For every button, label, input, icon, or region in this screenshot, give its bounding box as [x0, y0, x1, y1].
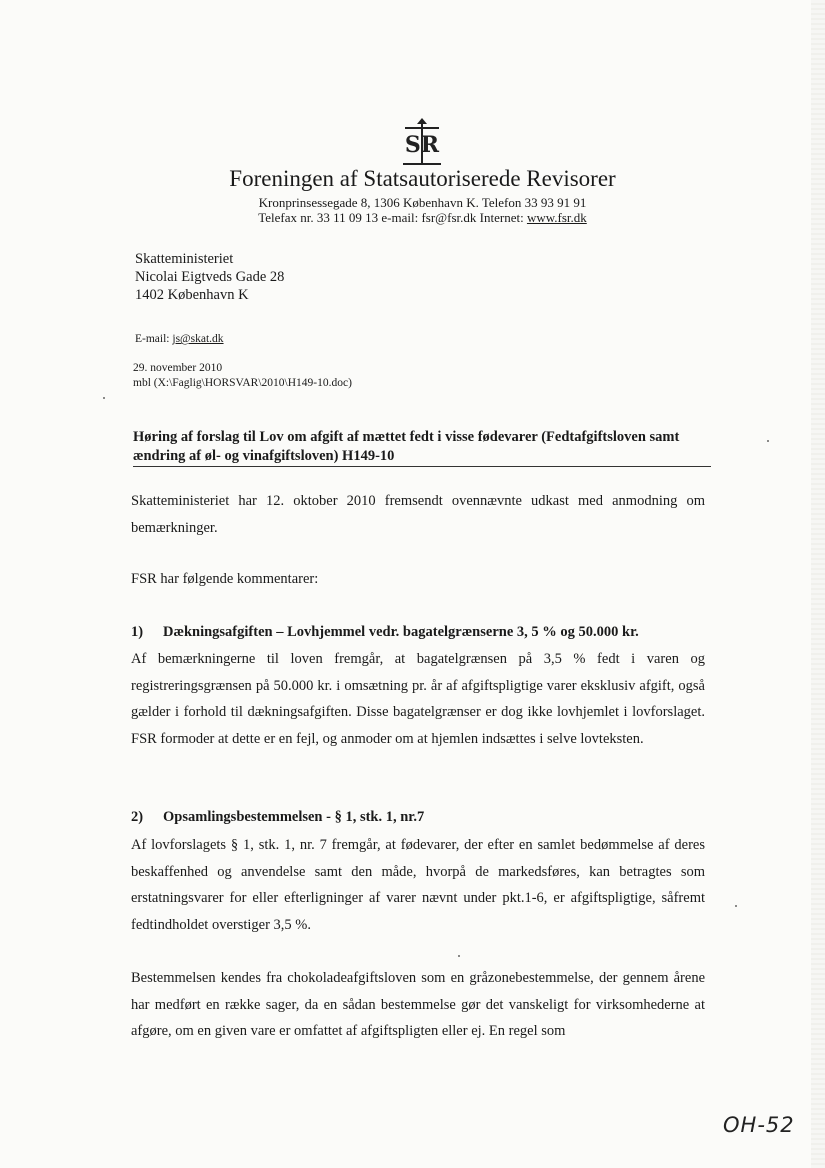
comments-intro: FSR har følgende kommentarer: — [131, 571, 319, 587]
recipient-email — [135, 333, 224, 345]
recipient-address — [135, 250, 284, 304]
section-1-heading — [131, 624, 639, 641]
section-title: Dækningsafgiften – Lovhjemmel vedr. bagatelgrænserne 3, 5 % og 50.000 kr. — [163, 624, 639, 640]
svg-text:SR: SR — [404, 132, 440, 158]
scan-speck — [458, 955, 460, 957]
section-1-text: Af bemærkningerne til loven fremgår, at bagatelgrænsen på 3,5 % fedt i varen og registreringsgrænsen på 50.000 kr. i omsætning pr. år af afgiftspligtige varer eksklusiv afgift, også gælder i forhold til dækningsafgiften. Disse bagatelgrænser er dog ikke lovhjemlet i lovforslaget. FSR formoder at dette er en fejl, og anmoder om at hjemlen indsættes i selve lovteksten. — [131, 651, 705, 747]
intro-paragraph: Skatteministeriet har 12. oktober 2010 fremsendt ovennævnte udkast med anmodning om bemærkninger. — [131, 493, 705, 536]
organization-contact — [0, 210, 825, 226]
recipient-line: 1402 København K — [135, 287, 249, 303]
recipient-line: Skatteministeriet — [135, 251, 234, 267]
scan-speck — [735, 905, 737, 907]
section-2-heading — [131, 809, 424, 826]
handwritten-annotation: OH-52 — [723, 1113, 795, 1137]
file-reference: mbl (X:\Faglig\HORSVAR\2010\H149-10.doc) — [133, 377, 352, 389]
organization-address: Kronprinsessegade 8, 1306 København K. Telefon 33 93 91 91 — [258, 195, 587, 210]
email-link[interactable]: js@skat.dk — [172, 333, 224, 345]
contact-text: Telefax nr. 33 11 09 13 e-mail: fsr@fsr.dk Internet: — [258, 210, 527, 225]
letter-meta — [133, 361, 352, 391]
section-number: 1) — [131, 624, 144, 640]
scan-speck — [767, 440, 769, 442]
section-number: 2) — [131, 809, 144, 825]
recipient-line: Nicolai Eigtveds Gade 28 — [135, 269, 285, 285]
letter-subject: Høring af forslag til Lov om afgift af mættet fedt i visse fødevarer (Fedtafgiftsloven samt ændring af øl- og vinafgiftsloven) H149-10 — [133, 428, 711, 467]
section-2-text-continued: Bestemmelsen kendes fra chokoladeafgiftsloven som en gråzonebestemmelse, der gennem årene har medført en række sager, da en sådan bestemmelse gør det vanskeligt for virksomhederne at afgøre, om en given vare er omfattet af afgiftspligten eller ej. En regel som — [131, 970, 705, 1039]
website-link[interactable]: www.fsr.dk — [526, 210, 587, 225]
email-label: E-mail: — [135, 333, 173, 345]
letter-date: 29. november 2010 — [133, 362, 223, 374]
section-title: Opsamlingsbestemmelsen - § 1, stk. 1, nr.7 — [163, 809, 425, 825]
scan-speck — [103, 397, 105, 399]
fsr-logo-icon — [399, 118, 445, 166]
organization-name: Foreningen af Statsautoriserede Revisorer — [229, 166, 616, 191]
section-2-text: Af lovforslagets § 1, stk. 1, nr. 7 fremgår, at fødevarer, der efter en samlet bedømmelse af deres beskaffenhed og anvendelse samt den måde, hvorpå de markedsføres, kan betragtes som erstatningsvarer for eller efterligninger af varer nævnt under pkt.1-6, er afgiftspligtige, såfremt fedtindholdet overstiger 3,5 %. — [131, 837, 705, 933]
